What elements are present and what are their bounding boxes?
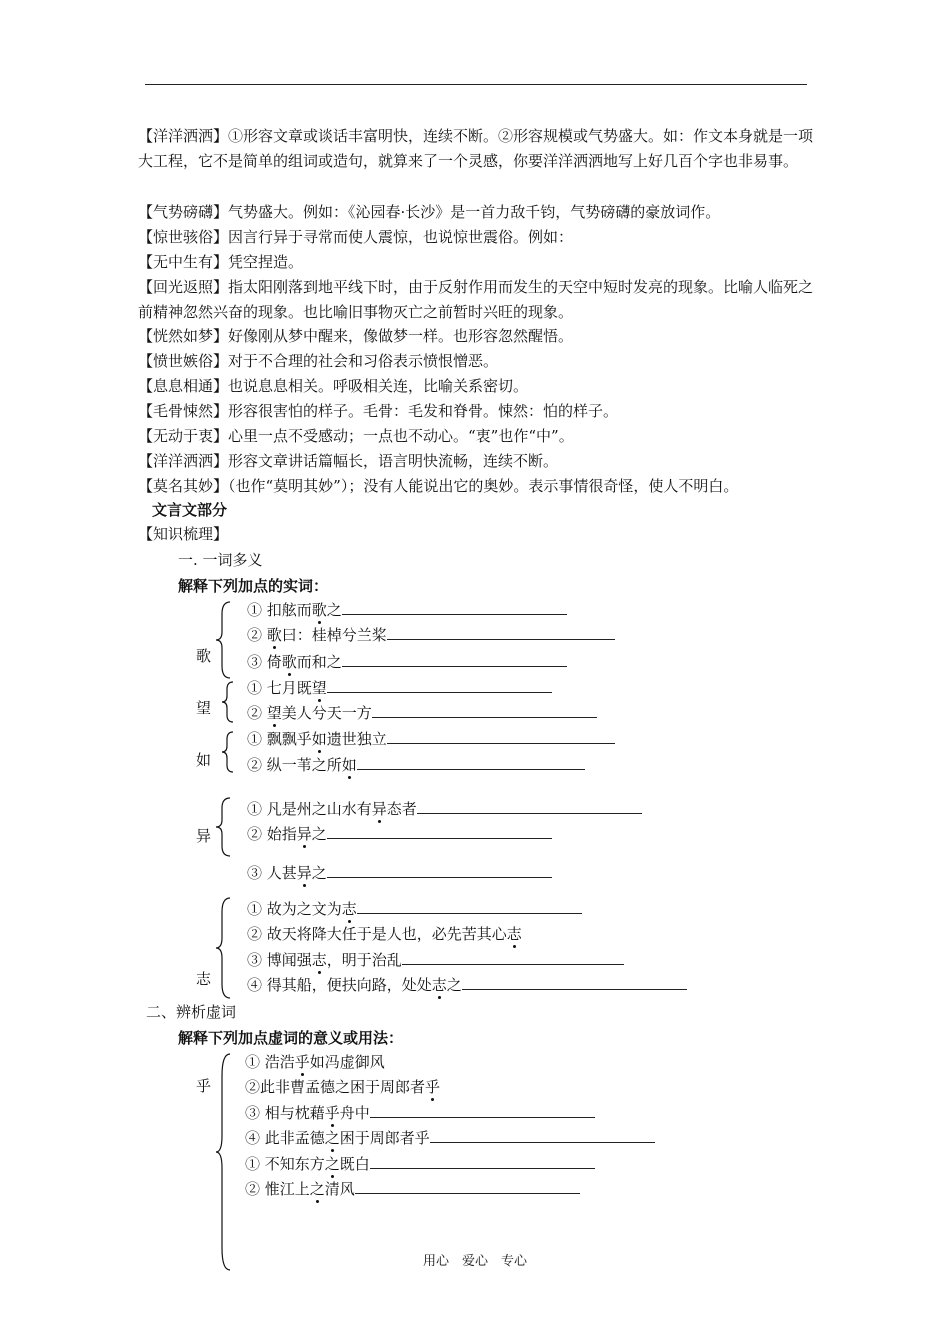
brace-icon bbox=[214, 796, 234, 858]
idiom-term: 【惊世骇俗】 bbox=[138, 228, 229, 246]
part1-instruction: 解释下列加点的实词： bbox=[178, 577, 329, 595]
idiom-definition: 凭空捏造。 bbox=[228, 253, 304, 271]
question-item: ② 歌曰：桂棹兮兰桨 bbox=[247, 624, 615, 645]
idiom-term: 【恍然如梦】 bbox=[138, 327, 229, 345]
question-item: ① 飘飘乎如遗世独立 bbox=[247, 728, 615, 749]
idiom-definition: ①形容文章或谈话丰富明快，连续不断。②形容规模或气势盛大。如：作文本身就是一项大工程，它不是简单的组词或造句，就算来了一个灵感，你要洋洋洒洒地写上好几百个字也非易事。 bbox=[138, 127, 814, 170]
idiom-term: 【气势磅礴】 bbox=[138, 203, 229, 221]
answer-blank[interactable] bbox=[372, 703, 597, 718]
idiom-entry bbox=[138, 250, 818, 275]
answer-blank[interactable] bbox=[327, 678, 552, 693]
answer-blank[interactable] bbox=[327, 824, 552, 839]
idiom-definition: 对于不合理的社会和习俗表示愤恨憎恶。 bbox=[228, 352, 499, 370]
knowledge-heading: 【知识梳理】 bbox=[138, 525, 229, 543]
section-title: 文言文部分 bbox=[152, 501, 228, 519]
idiom-definition: 心里一点不受感动；一点也不动心。“衷”也作“中”。 bbox=[228, 427, 574, 445]
idiom-definition: 形容文章讲话篇幅长，语言明快流畅，连续不断。 bbox=[228, 452, 559, 470]
idiom-definition: 因言行异于寻常而使人震惊，也说惊世震俗。例如： bbox=[228, 228, 574, 246]
idiom-entry bbox=[138, 275, 818, 324]
question-item: ④ 得其船，便扶向路，处处志之 bbox=[247, 974, 687, 995]
idiom-definition: （也作“莫明其妙”）；没有人能说出它的奥妙。表示事情很奇怪，使人不明白。 bbox=[228, 477, 739, 495]
page-footer: 用心 爱心 专心 bbox=[422, 1254, 527, 1269]
answer-blank[interactable] bbox=[417, 799, 642, 814]
idiom-term: 【息息相通】 bbox=[138, 377, 229, 395]
question-item: ① 扣舷而歌之 bbox=[247, 599, 567, 620]
idiom-entry bbox=[138, 374, 818, 399]
question-item: ②此非曹孟德之困于周郎者乎 bbox=[245, 1078, 441, 1096]
header-rule bbox=[145, 84, 807, 85]
answer-blank[interactable] bbox=[387, 729, 615, 744]
idiom-term: 【愤世嫉俗】 bbox=[138, 352, 229, 370]
question-item: ① 凡是州之山水有异态者 bbox=[247, 798, 642, 819]
question-item: ① 七月既望 bbox=[247, 677, 552, 698]
answer-blank[interactable] bbox=[342, 652, 567, 667]
answer-blank[interactable] bbox=[342, 600, 567, 615]
brace-icon bbox=[214, 896, 234, 1000]
keyword-yi: 异 bbox=[196, 827, 212, 845]
idiom-term: 【洋洋洒洒】 bbox=[138, 452, 229, 470]
keyword-zhi: 志 bbox=[196, 970, 212, 988]
part1-title: 一. 一词多义 bbox=[178, 551, 263, 569]
question-item: ② 纵一苇之所如 bbox=[247, 754, 585, 775]
idiom-definition: 气势盛大。例如：《沁园春·长沙》是一首力敌千钧，气势磅礴的豪放词作。 bbox=[228, 203, 721, 221]
answer-blank[interactable] bbox=[357, 755, 585, 770]
idiom-term: 【毛骨悚然】 bbox=[138, 402, 229, 420]
answer-blank[interactable] bbox=[370, 1103, 595, 1118]
idiom-entry bbox=[138, 349, 818, 374]
question-item: ② 故天将降大任于是人也，必先苦其心志 bbox=[247, 925, 522, 943]
idiom-definition: 指太阳刚落到地平线下时，由于反射作用而发生的天空中短时发亮的现象。比喻人临死之前精神忽然兴奋的现象。也比喻旧事物灭亡之前暂时兴旺的现象。 bbox=[138, 278, 814, 321]
answer-blank[interactable] bbox=[387, 625, 615, 640]
keyword-ge: 歌 bbox=[196, 647, 212, 665]
question-item: ① 浩浩乎如冯虚御风 bbox=[245, 1053, 385, 1071]
idiom-entry bbox=[138, 200, 818, 225]
idiom-term: 【回光返照】 bbox=[138, 278, 229, 296]
question-item: ③ 人甚异之 bbox=[247, 862, 552, 883]
idiom-definition: 好像刚从梦中醒来，像做梦一样。也形容忽然醒悟。 bbox=[228, 327, 574, 345]
idiom-definition: 也说息息相关。呼吸相关连，比喻关系密切。 bbox=[228, 377, 529, 395]
idiom-term: 【无动于衷】 bbox=[138, 427, 229, 445]
answer-blank[interactable] bbox=[370, 1154, 595, 1169]
question-item: ④ 此非孟德之困于周郎者乎 bbox=[245, 1127, 655, 1148]
part2-instruction: 解释下列加点虚词的意义或用法： bbox=[178, 1029, 404, 1047]
answer-blank[interactable] bbox=[430, 1128, 655, 1143]
idiom-entry bbox=[138, 449, 818, 474]
question-item: ② 惟江上之清风 bbox=[245, 1178, 580, 1199]
question-item: ① 故为之文为志 bbox=[247, 898, 582, 919]
brace-icon bbox=[214, 1052, 234, 1272]
question-item: ② 始指异之 bbox=[247, 823, 552, 844]
idiom-entry bbox=[138, 474, 818, 499]
brace-icon bbox=[214, 600, 234, 680]
question-item: ③ 博闻强志，明于治乱 bbox=[247, 949, 624, 970]
brace-icon bbox=[220, 680, 236, 724]
answer-blank[interactable] bbox=[355, 1179, 580, 1194]
answer-blank[interactable] bbox=[462, 975, 687, 990]
question-item: ③ 相与枕藉乎舟中 bbox=[245, 1102, 595, 1123]
idiom-term: 【无中生有】 bbox=[138, 253, 229, 271]
brace-icon bbox=[220, 730, 236, 774]
keyword-wang: 望 bbox=[196, 699, 212, 717]
keyword-hu: 乎 bbox=[196, 1077, 212, 1095]
question-item: ② 望美人兮天一方 bbox=[247, 702, 597, 723]
idiom-term: 【洋洋洒洒】 bbox=[138, 127, 229, 145]
question-item: ① 不知东方之既白 bbox=[245, 1153, 595, 1174]
idiom-entry bbox=[138, 124, 818, 173]
answer-blank[interactable] bbox=[357, 899, 582, 914]
idiom-entry bbox=[138, 225, 818, 250]
idiom-definition: 形容很害怕的样子。毛骨：毛发和脊骨。悚然：怕的样子。 bbox=[228, 402, 619, 420]
answer-blank[interactable] bbox=[327, 863, 552, 878]
idiom-entry bbox=[138, 424, 818, 449]
part2-title: 二、辨析虚词 bbox=[146, 1003, 237, 1021]
question-item: ③ 倚歌而和之 bbox=[247, 651, 567, 672]
idiom-term: 【莫名其妙】 bbox=[138, 477, 229, 495]
idiom-entry bbox=[138, 324, 818, 349]
idiom-entry bbox=[138, 399, 818, 424]
answer-blank[interactable] bbox=[402, 950, 624, 965]
keyword-ru: 如 bbox=[196, 751, 212, 769]
